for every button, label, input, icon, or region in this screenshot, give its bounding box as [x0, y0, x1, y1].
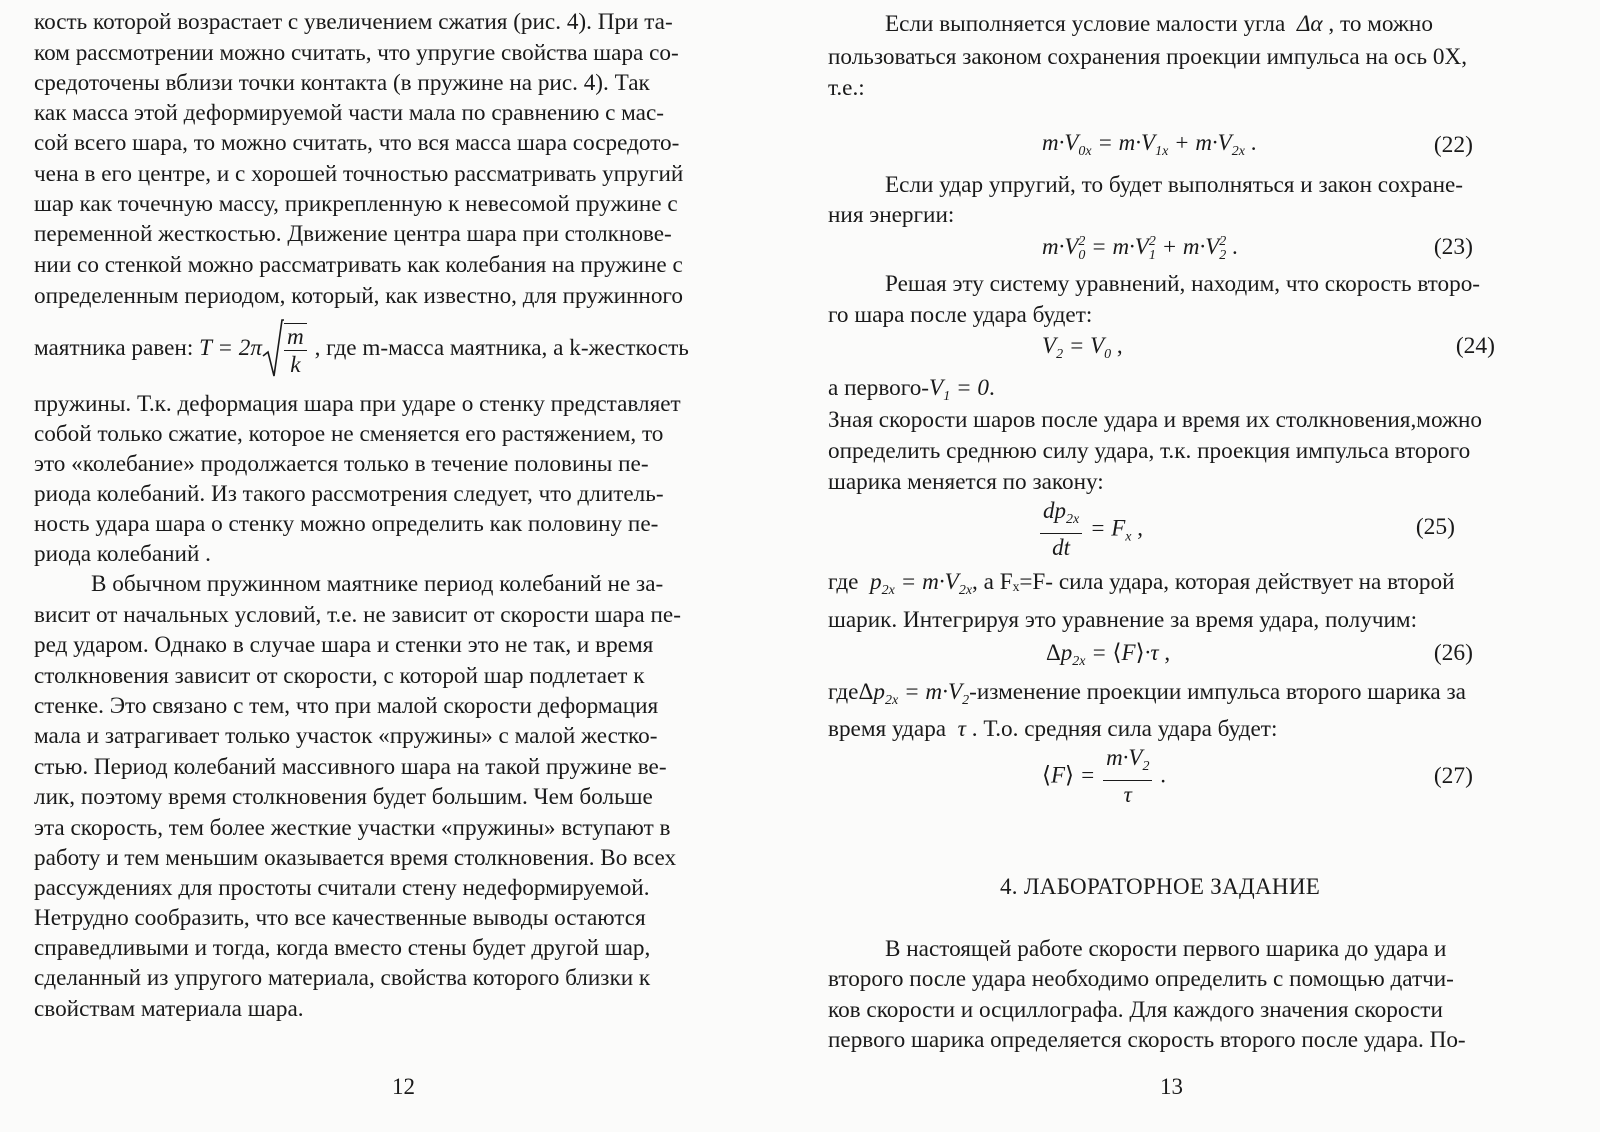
section-heading: 4. ЛАБОРАТОРНОЕ ЗАДАНИЕ — [1000, 874, 1321, 899]
text-fragment: , то можно — [1328, 11, 1433, 37]
formula-suffix: , где m-масса маятника, а k-жесткость — [314, 335, 689, 361]
text-line: риода колебаний . — [34, 541, 211, 567]
text-line: переменной жесткостью. Движение центра шара при столкнове- — [34, 221, 672, 247]
text-line: т.е.: — [828, 75, 865, 101]
inline-formula: $\Delta p_{2x} = m\cdot V_2$ — [858, 679, 970, 708]
text-line: шарик. Интегрируя это уравнение за время удара, получим: — [828, 607, 1418, 633]
text-fragment: -изменение проекции импульса второго шарика за — [969, 679, 1466, 705]
tau-symbol: τ — [946, 716, 972, 742]
text-line: шар как точечную массу, прикрепленную к невесомой пружине с — [34, 191, 678, 217]
equation-25: $\frac{dp_{2x}}{dt}$ = $F_x$ , (25) — [828, 498, 1573, 562]
equation-27: ⟨F⟩ = $\frac{m\cdot V_2}{\tau}$ . (27) — [1042, 745, 1473, 807]
text-line: рассуждениях для простоты считали стену недеформируемой. — [34, 875, 650, 901]
text-line: кость которой возрастает с увеличением сжатия (рис. 4). При та- — [34, 9, 673, 35]
text-fragment: , а Fₓ=F- сила удара, которая действует на второй — [972, 569, 1455, 595]
text-fragment: где — [828, 679, 859, 705]
equation-23: $m\cdot V^2_0 = m\cdot V^2_1 + m\cdot V^2_2$ . (23) — [1042, 234, 1473, 263]
text-line: Если удар упругий, то будет выполняться и закон сохране- — [885, 172, 1464, 198]
text-line — [828, 678, 1466, 715]
text-line: лик, поэтому время столкновения будет большим. Чем больше — [34, 784, 653, 810]
text-line: В настоящей работе скорости первого шарика до удара и — [885, 936, 1447, 962]
text-line: собой только сжатие, которое не сменяется его растяжением, то — [34, 421, 664, 447]
text-line: определенным периодом, который, как известно, для пружинного — [34, 283, 683, 309]
text-line: второго после удара необходимо определить с помощью датчи- — [828, 966, 1454, 992]
text-line: пользоваться законом сохранения проекции импульса на ось 0X, — [828, 44, 1467, 70]
text-line: В обычном пружинном маятнике период колебаний не за- — [91, 571, 664, 597]
period-formula-line — [34, 318, 689, 380]
text-fragment: время удара — [828, 716, 947, 742]
text-line: Зная скорости шаров после удара и время их столкновения,можно — [828, 407, 1482, 433]
text-line: средоточены вблизи точки контакта (в пружине на рис. 4). Так — [34, 70, 650, 96]
text-line: шарика меняется по закону: — [828, 469, 1104, 495]
text-line — [828, 568, 1455, 605]
equation-number: (27) — [1433, 763, 1473, 789]
text-fragment: . Т.о. средняя сила удара будет: — [971, 716, 1278, 742]
text-line: а первого-$V_1 = 0$. — [828, 375, 995, 404]
equation-number: (24) — [1455, 333, 1495, 359]
text-line: сой всего шара, то можно считать, что вся масса шара сосредото- — [34, 130, 680, 156]
text-line: стью. Период колебаний массивного шара на такой пружине ве- — [34, 754, 667, 780]
equation-26: $\Delta p_{2x}$ = ⟨F⟩·τ , (26) — [1046, 640, 1473, 669]
text-line: стенке. Это связано с тем, что при малой скорости деформация — [34, 693, 659, 719]
equation-number: (23) — [1433, 234, 1473, 260]
text-line: работу и тем меньшим оказывается время столкновения. Во всех — [34, 845, 677, 871]
text-line: риода колебаний. Из такого рассмотрения следует, что длитель- — [34, 481, 664, 507]
text-line: Нетрудно сообразить, что все качественные выводы остаются — [34, 905, 646, 931]
text-line: первого шарика определяется скорость второго после удара. По- — [828, 1027, 1466, 1053]
page-number: 13 — [1160, 1074, 1183, 1099]
text-line: Решая эту систему уравнений, находим, что скорость второ- — [885, 271, 1481, 297]
text-line: го шара после удара будет: — [828, 302, 1093, 328]
text-line — [885, 10, 1433, 38]
page-number: 12 — [392, 1074, 415, 1099]
text-line: ред ударом. Однако в случае шара и стенки это не так, и время — [34, 632, 654, 658]
text-line: как масса этой деформируемой части мала по сравнению с мас- — [34, 100, 664, 126]
text-line: определить среднюю силу удара, т.к. проекция импульса второго — [828, 438, 1471, 464]
formula-prefix: маятника равен: — [34, 335, 194, 361]
text-line: висит от начальных условий, т.е. не зависит от скорости шара пе- — [34, 602, 681, 628]
text-line: ков скорости и осциллографа. Для каждого значения скорости — [828, 997, 1443, 1023]
text-line: столкновения зависит от скорости, с которой шар подлетает к — [34, 663, 645, 689]
equation-24: $V_2 = V_0$ , (24) — [1042, 333, 1495, 362]
inline-formula: $V_1 = 0$ — [929, 375, 990, 404]
equation-22: $m\cdot V_{0x} = m\cdot V_{1x} + m\cdot V_{2x}$ . (22) — [1042, 130, 1473, 159]
text-fragment: Если выполняется условие малости угла — [885, 11, 1286, 37]
text-line: свойствам материала шара. — [34, 996, 304, 1022]
equation-number: (22) — [1433, 132, 1473, 158]
text-line: пружины. Т.к. деформация шара при ударе о стенку представляет — [34, 391, 681, 417]
text-line: нии со стенкой можно рассматривать как колебания на пружине с — [34, 252, 683, 278]
text-line: сделанный из упругого материала, свойства которого близки к — [34, 965, 651, 991]
text-line — [828, 715, 1277, 743]
text-line: справедливыми и тогда, когда вместо стены будет другой шар, — [34, 935, 651, 961]
text-line: чена в его центре, и с хорошей точностью рассматривать упругий — [34, 161, 684, 187]
text-line: ность удара шара о стенку можно определить как половину пе- — [34, 511, 659, 537]
delta-alpha-symbol: Δα — [1291, 11, 1329, 37]
text-line: эта скорость, тем более жесткие участки «пружины» вступают в — [34, 815, 671, 841]
text-line: мала и затрагивает только участок «пружины» с малой жестко- — [34, 723, 658, 749]
text-line: это «колебание» продолжается только в течение половины пе- — [34, 451, 649, 477]
text-fragment: где — [828, 569, 859, 595]
period-formula: T = 2π $\frac{m}{k}$ — [199, 335, 309, 361]
text-line: ком рассмотрении можно считать, что упругие свойства шара со- — [34, 40, 679, 66]
equation-number: (26) — [1433, 640, 1473, 666]
equation-number: (25) — [1415, 514, 1455, 540]
inline-formula: $p_{2x} = m\cdot V_{2x}$ — [864, 569, 973, 598]
text-line: ния энергии: — [828, 202, 955, 228]
text-fragment: а первого- — [828, 375, 930, 401]
